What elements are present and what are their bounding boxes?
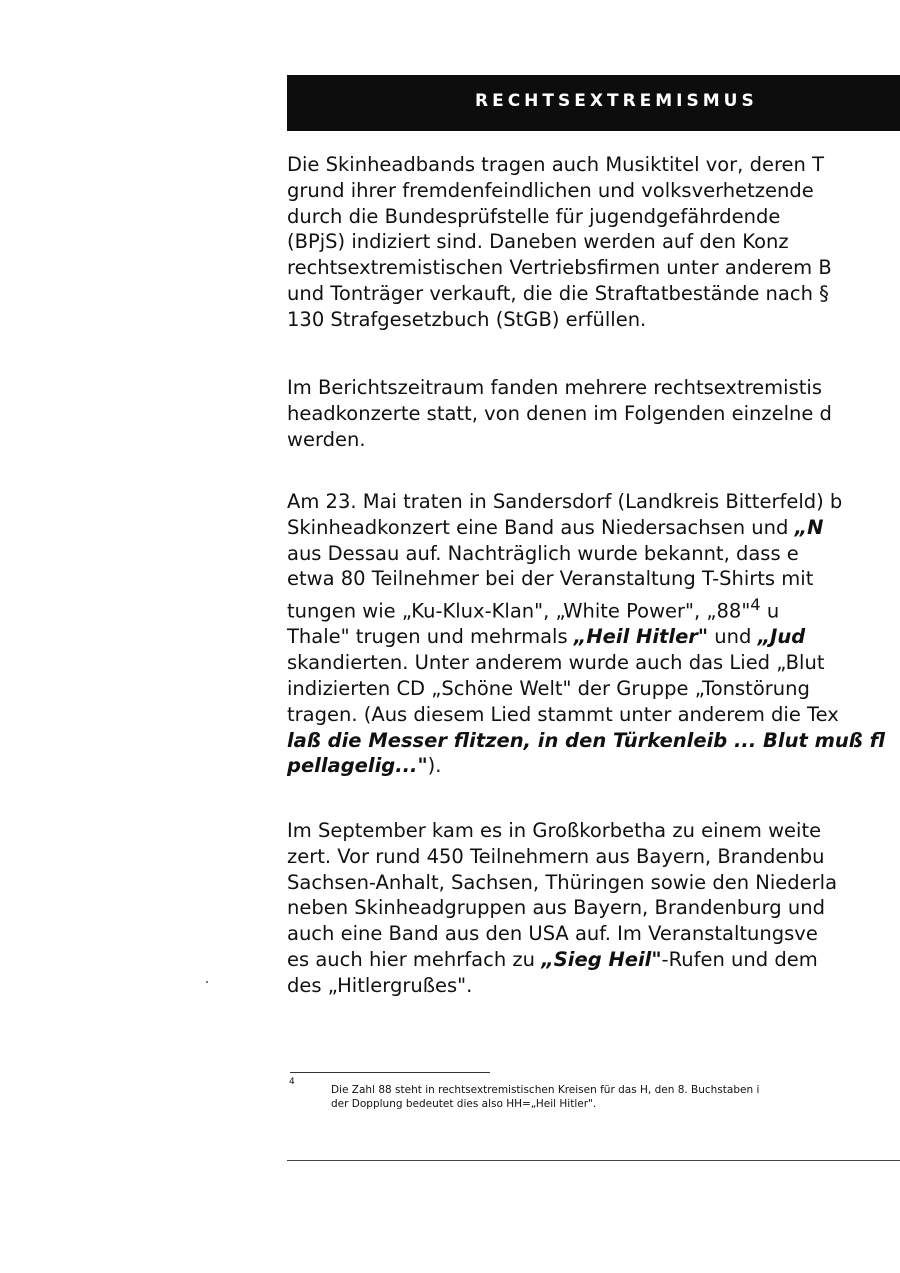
text-line — [287, 753, 900, 779]
footnote-line: Die Zahl 88 steht in rechtsextremistischen Kreisen für das H, den 8. Buchstaben i — [331, 1084, 760, 1096]
footnote-marker: 4 — [289, 1077, 295, 1087]
lyric-quote-line: laß die Messer flitzen, in den Türkenleib ... Blut muß fl — [287, 728, 885, 752]
text-line: durch die Bundesprüfstelle für jugendgefährdende — [287, 204, 781, 228]
paragraph-sandersdorf-concert — [287, 489, 900, 779]
text-run: u — [760, 599, 780, 623]
text-line: Die Skinheadbands tragen auch Musiktitel vor, deren T — [287, 153, 825, 176]
text-run: Thale" trugen und mehrmals — [287, 625, 574, 649]
text-line — [287, 624, 900, 650]
text-line: und Tonträger verkauft, die die Straftatbestände nach § — [287, 281, 829, 305]
text-line: rechtsextremistischen Vertriebsfirmen unter anderem B — [287, 256, 832, 280]
section-header-bar — [287, 75, 900, 131]
emphasis-run: „N — [794, 515, 824, 539]
text-run: und — [708, 625, 758, 649]
text-line: Im Berichtszeitraum fanden mehrere rechtsextremistis — [287, 376, 822, 399]
text-run: Skinheadkonzert eine Band aus Niedersachsen und — [287, 515, 795, 539]
text-line: skandierten. Unter anderem wurde auch das Lied „Blut — [287, 651, 825, 675]
emphasis-run: pellagelig..." — [287, 754, 428, 778]
paragraph-report-period — [287, 375, 900, 452]
text-run: es auch hier mehrfach zu — [287, 947, 542, 971]
text-run: ). — [427, 754, 442, 778]
text-line: Am 23. Mai traten in Sandersdorf (Landkreis Bitterfeld) b — [287, 490, 843, 513]
text-line: tragen. (Aus diesem Lied stammt unter anderem die Tex — [287, 702, 839, 726]
text-line: etwa 80 Teilnehmer bei der Veranstaltung T-Shirts mit — [287, 567, 814, 591]
text-line: zert. Vor rund 450 Teilnehmern aus Bayern, Brandenbu — [287, 844, 825, 868]
footnote-divider — [290, 1072, 490, 1073]
section-title: RECHTSEXTREMISMUS — [475, 91, 758, 111]
footnote-line: der Dopplung bedeutet dies also HH=„Heil Hitler". — [331, 1098, 597, 1110]
text-line: headkonzerte statt, von denen im Folgenden einzelne d — [287, 401, 832, 425]
emphasis-run: „Jud — [757, 625, 806, 649]
emphasis-run: „Sieg Heil" — [541, 947, 662, 971]
text-line: grund ihrer fremdenfeindlichen und volksverhetzende — [287, 178, 814, 202]
text-line: aus Dessau auf. Nachträglich wurde bekannt, dass e — [287, 541, 799, 565]
text-line — [287, 515, 900, 541]
text-run: tungen wie „Ku-Klux-Klan", „White Power", „88" — [287, 599, 751, 623]
text-line: indizierten CD „Schöne Welt" der Gruppe „Tonstörung — [287, 677, 810, 701]
text-line: werden. — [287, 427, 366, 451]
scan-speck — [206, 981, 208, 983]
paragraph-grosskorbetha-concert — [287, 818, 900, 999]
text-line: neben Skinheadgruppen aus Bayern, Brandenburg und — [287, 896, 825, 920]
text-line: des „Hitlergrußes". — [287, 973, 473, 997]
text-line: Sachsen-Anhalt, Sachsen, Thüringen sowie den Niederla — [287, 870, 838, 894]
emphasis-run: „Heil Hitler" — [573, 625, 709, 649]
page-bottom-rule — [287, 1160, 900, 1161]
footnote-reference: 4 — [750, 595, 761, 615]
text-line: auch eine Band aus den USA auf. Im Veranstaltungsve — [287, 922, 818, 946]
paragraph-skinhead-bands — [287, 152, 900, 333]
footnote-text — [331, 1083, 900, 1111]
text-line: (BPjS) indiziert sind. Daneben werden auf den Konz — [287, 230, 789, 254]
text-line: 130 Strafgesetzbuch (StGB) erfüllen. — [287, 307, 647, 331]
text-line — [287, 947, 900, 973]
text-line — [287, 592, 900, 624]
text-run: -Rufen und dem — [661, 947, 818, 971]
text-line: Im September kam es in Großkorbetha zu einem weite — [287, 819, 822, 842]
